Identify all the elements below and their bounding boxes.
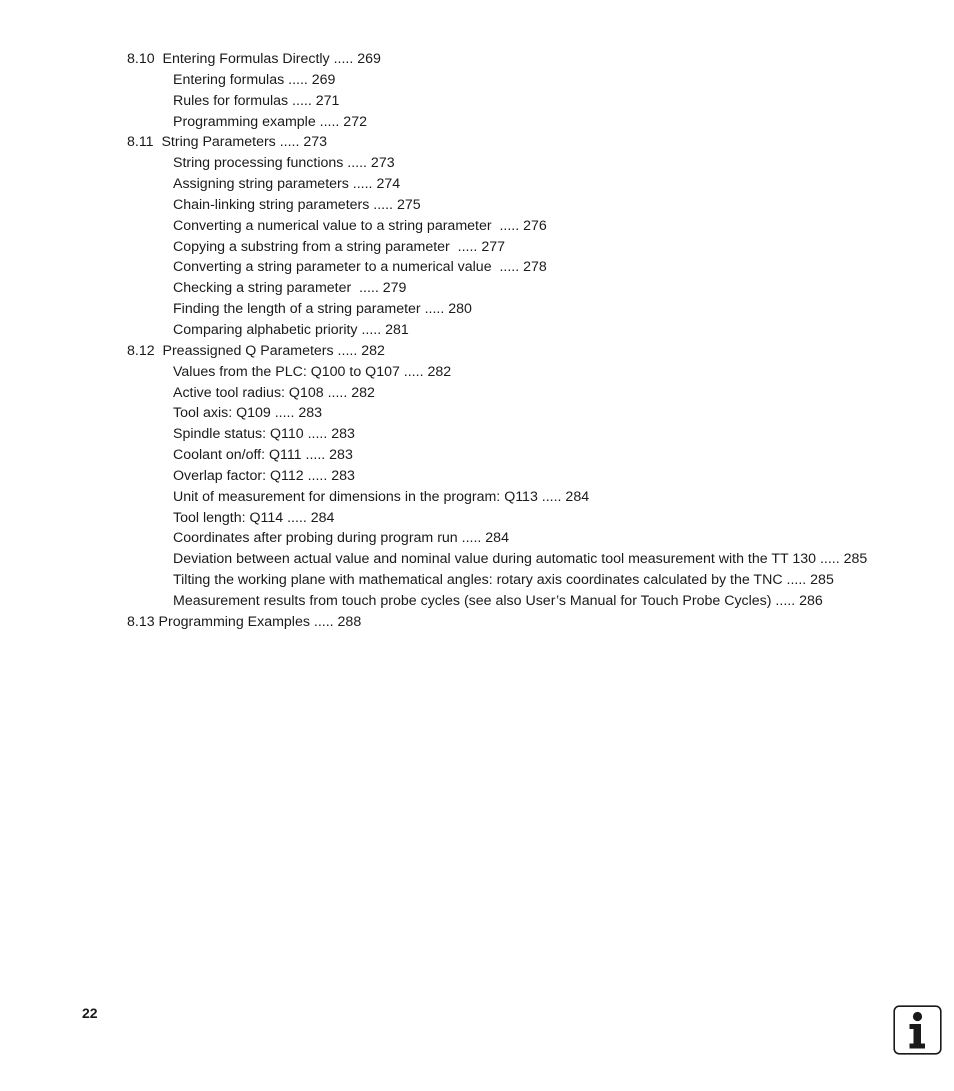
- toc-entry: Unit of measurement for dimensions in the program: Q113 ..... 284: [173, 488, 590, 505]
- toc-entry: Coolant on/off: Q111 ..... 283: [173, 447, 353, 464]
- toc-section-heading: 8.10 Entering Formulas Directly ..... 269: [127, 51, 381, 67]
- toc-entry: Comparing alphabetic priority ..... 281: [173, 321, 409, 338]
- toc-entry: Measurement results from touch probe cycles (see also User’s Manual for Touch Probe Cycles) ..... 286: [173, 592, 823, 609]
- toc-entry: Spindle status: Q110 ..... 283: [173, 426, 355, 443]
- info-icon: [893, 1005, 942, 1055]
- toc-entry: Coordinates after probing during program run ..... 284: [173, 530, 509, 547]
- toc-entry: Tilting the working plane with mathematical angles: rotary axis coordinates calculated by the TNC ..... 285: [173, 572, 834, 589]
- toc-section-heading: 8.13 Programming Examples ..... 288: [127, 613, 362, 630]
- toc-entry: Converting a numerical value to a string parameter ..... 276: [173, 217, 547, 234]
- toc-entry: Rules for formulas ..... 271: [173, 92, 340, 109]
- toc-section: [127, 341, 927, 612]
- toc-entry: Finding the length of a string parameter ..... 280: [173, 301, 472, 318]
- toc-section-heading: 8.11 String Parameters ..... 273: [127, 134, 328, 151]
- toc-entry: String processing functions ..... 273: [173, 155, 395, 172]
- toc-entry: Copying a substring from a string parameter ..... 277: [173, 238, 505, 255]
- toc-section: [127, 49, 927, 132]
- toc-entry: Values from the PLC: Q100 to Q107 ..... 282: [173, 363, 452, 380]
- table-of-contents: [127, 49, 927, 633]
- toc-section: [127, 132, 927, 340]
- toc-entry: Entering formulas ..... 269: [173, 71, 336, 88]
- toc-section: [127, 612, 927, 633]
- toc-entry: Tool axis: Q109 ..... 283: [173, 405, 323, 422]
- toc-entry: Assigning string parameters ..... 274: [173, 176, 401, 193]
- toc-entry: Overlap factor: Q112 ..... 283: [173, 467, 355, 484]
- toc-entry: Programming example ..... 272: [173, 113, 367, 130]
- toc-entry: Tool length: Q114 ..... 284: [173, 509, 335, 526]
- toc-entry: Converting a string parameter to a numerical value ..... 278: [173, 259, 547, 276]
- toc-entry: Deviation between actual value and nominal value during automatic tool measurement with the TT 130 ..... 285: [173, 551, 868, 568]
- toc-entry: Checking a string parameter ..... 279: [173, 280, 407, 297]
- toc-entry: Active tool radius: Q108 ..... 282: [173, 384, 375, 401]
- toc-section-heading: 8.12 Preassigned Q Parameters ..... 282: [127, 342, 385, 359]
- toc-entry: Chain-linking string parameters ..... 275: [173, 196, 421, 213]
- page-number: 22: [82, 1005, 98, 1021]
